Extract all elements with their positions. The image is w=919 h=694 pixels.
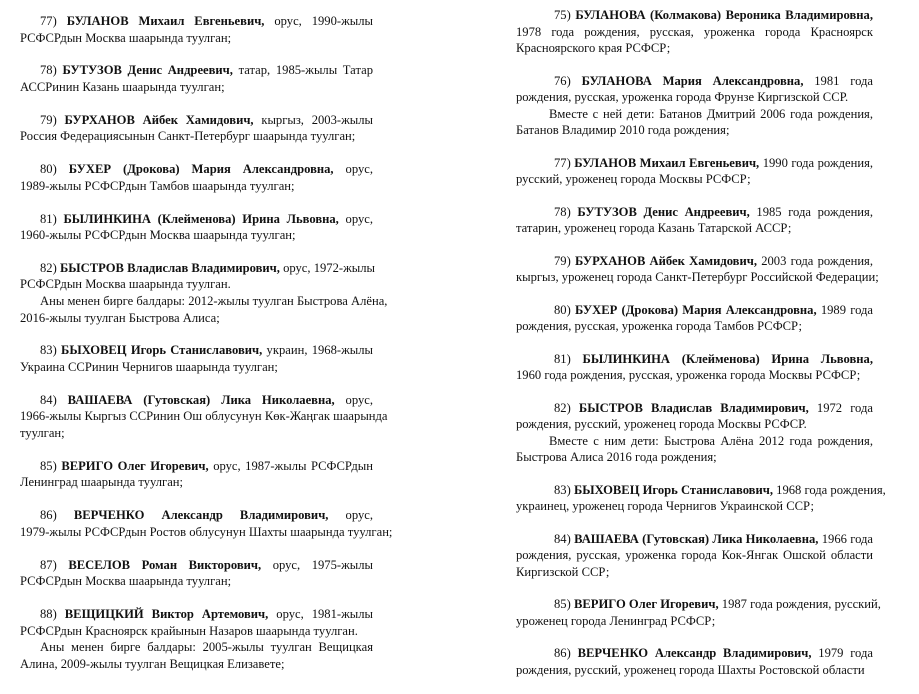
person-name: БУХЕР (Дрокова) Мария Александровна, — [68, 162, 334, 177]
entry-details: украин, 1968-жылы — [266, 343, 373, 358]
entry-details: татар, 1985-жылы Татар — [238, 63, 373, 78]
entry-detail-line: рождения, русская, уроженка города Кок-Янгак Ошской области — [516, 548, 873, 563]
entry-number: 77) — [40, 14, 57, 28]
right-column-russian — [516, 7, 886, 694]
entry-number: 85) — [40, 458, 57, 473]
entry-details: орус, 1975-жылы — [272, 557, 373, 572]
entry-first-line — [516, 531, 873, 548]
person-name: БУТУЗОВ Денис Андреевич, — [62, 63, 233, 78]
entry-first-line — [20, 62, 373, 79]
entry-number: 78) — [554, 204, 571, 219]
entry-details: 2003 года рождения, — [761, 253, 873, 268]
entry-detail-line: рождения, русская, уроженка города Тамбов РСФСР; — [516, 319, 803, 334]
entry-details: кыргыз, 2003-жылы — [261, 112, 373, 127]
list-entry — [20, 342, 373, 375]
entry-detail-line: рождения, русский, уроженец города Шахты Ростовской области — [516, 662, 865, 677]
entry-first-line — [516, 482, 886, 499]
entry-first-line — [516, 351, 873, 368]
person-name: БУРХАНОВ Айбек Хамидович, — [64, 112, 254, 127]
person-name: БУЛАНОВ Михаил Евгеньевич, — [66, 14, 265, 28]
person-name: ВЕРЧЕНКО Александр Владимирович, — [577, 646, 812, 661]
entry-number: 87) — [40, 557, 57, 572]
entry-number: 83) — [40, 343, 57, 358]
entry-details: 1987 года рождения, русский, — [721, 597, 881, 612]
list-entry — [516, 645, 873, 678]
entry-details: 1966 года — [821, 531, 874, 546]
entry-number: 82) — [40, 260, 57, 275]
entry-first-line — [20, 342, 373, 359]
entry-detail-line: русский, уроженец города Москвы РСФСР; — [516, 172, 751, 187]
entry-detail-line: РСФСРдын Красноярск крайынын Назаров шаарында туулган. — [20, 623, 358, 638]
list-entry — [516, 302, 873, 335]
entry-detail-line: РСФСРдын Москва шаарында туулган; — [20, 574, 232, 589]
entry-detail-line: Украина ССРинин Чернигов шаарында туулган; — [20, 360, 278, 375]
entry-detail-line: Ленинград шаарында туулган; — [20, 475, 184, 490]
list-entry — [20, 211, 373, 244]
children-note-line: 2016-жылы туулган Быстрова Алиса; — [20, 310, 220, 325]
list-entry — [516, 204, 873, 237]
entry-detail-line: рождения, русский, уроженец города Москвы РСФСР. — [516, 417, 807, 432]
entry-details: 1972 года — [816, 400, 873, 415]
entry-detail-line: уроженец города Ленинград РСФСР; — [516, 614, 716, 628]
entry-first-line — [516, 400, 873, 417]
entry-details: 1990 года рождения, — [762, 155, 874, 170]
children-note: Аны менен бирге балдары: 2005-жылы туулган Вещицкая — [40, 640, 373, 655]
entry-details: 1968 года рождения, — [776, 482, 886, 497]
entry-detail-line: 1960 года рождения, русская, уроженка города Москвы РСФСР; — [516, 368, 861, 383]
entry-detail-line: рождения, русская, уроженка города Фрунзе Киргизской ССР. — [516, 90, 849, 105]
left-column-kyrgyz — [20, 13, 393, 688]
entry-first-line — [20, 507, 373, 524]
entry-number: 81) — [40, 211, 57, 226]
entry-number: 81) — [554, 351, 571, 366]
entry-details: орус, — [345, 162, 374, 177]
entry-details: орус, — [345, 392, 374, 407]
entry-number: 86) — [40, 508, 57, 523]
person-name: БЫЛИНКИНА (Клейменова) Ирина Львовна, — [63, 211, 339, 226]
children-note-line: Быстрова Алиса 2016 года рождения; — [516, 450, 717, 465]
person-name: БУХЕР (Дрокова) Мария Александровна, — [575, 302, 817, 317]
entry-number: 75) — [554, 8, 571, 22]
entry-number: 82) — [554, 400, 571, 415]
person-name: БЫХОВЕЦ Игорь Станиславович, — [61, 343, 263, 358]
entry-first-line — [20, 161, 373, 178]
entry-number: 76) — [554, 73, 571, 88]
entry-detail-line: 1989-жылы РСФСРдын Тамбов шаарында туулган; — [20, 178, 295, 193]
children-note: Вместе с ним дети: Быстрова Алёна 2012 года рождения, — [549, 433, 873, 448]
person-name: ВЕРИГО Олег Игоревич, — [573, 597, 719, 612]
entry-number: 79) — [40, 112, 57, 127]
entry-first-line — [20, 211, 373, 228]
list-entry — [516, 253, 879, 286]
list-entry — [20, 13, 373, 46]
entry-detail-line: туулган; — [20, 426, 65, 440]
list-entry — [516, 482, 886, 515]
entry-first-line — [516, 7, 873, 24]
entry-first-line — [20, 260, 373, 277]
entry-first-line — [20, 112, 373, 129]
list-entry — [20, 112, 373, 145]
entry-first-line — [516, 73, 873, 90]
person-name: БЫХОВЕЦ Игорь Станиславович, — [573, 482, 773, 497]
entry-number: 79) — [554, 253, 571, 268]
person-name: ВАШАЕВА (Гутовская) Лика Николаевна, — [67, 392, 335, 407]
entry-detail-line: 1978 года рождения, русская, уроженка города Красноярск — [516, 24, 873, 39]
entry-detail-line: кыргыз, уроженец города Санкт-Петербург Российской Федерации; — [516, 270, 879, 285]
list-entry — [20, 557, 373, 590]
list-entry — [516, 155, 873, 188]
entry-number: 80) — [554, 302, 571, 317]
entry-number: 80) — [40, 162, 57, 177]
entry-detail-line: татарин, уроженец города Казань Татарской АССР; — [516, 221, 792, 236]
list-entry — [516, 531, 873, 581]
children-note: Аны менен бирге балдары: 2012-жылы туулган Быстрова Алёна, — [40, 294, 388, 309]
entry-details: орус, 1981-жылы — [276, 606, 373, 621]
entry-detail-line: РСФСРдын Москва шаарында туулган; — [20, 30, 232, 45]
entry-number: 84) — [554, 531, 571, 546]
entry-details: 1981 года — [814, 73, 873, 88]
entry-details: 1979 года — [818, 646, 873, 661]
list-entry — [20, 161, 373, 194]
entry-number: 85) — [554, 597, 571, 612]
person-name: БЫСТРОВ Владислав Владимирович, — [578, 400, 809, 415]
list-entry — [20, 62, 373, 95]
entry-first-line — [20, 606, 373, 623]
entry-detail-line: украинец, уроженец города Чернигов Украинской ССР; — [516, 499, 814, 514]
entry-detail-line: РСФСРдын Москва шаарында туулган. — [20, 277, 231, 292]
entry-number: 78) — [40, 63, 57, 78]
entry-first-line — [516, 253, 873, 270]
list-entry — [20, 392, 388, 442]
list-entry — [20, 260, 388, 326]
entry-details: 1985 года рождения, — [756, 204, 873, 219]
entry-number: 83) — [554, 482, 571, 497]
entry-first-line — [516, 645, 873, 662]
entry-detail-line: 1960-жылы РСФСРдын Москва шаарында туулган; — [20, 228, 296, 243]
children-note: Вместе с ней дети: Батанов Дмитрий 2006 года рождения, — [549, 106, 873, 121]
entry-number: 86) — [554, 646, 571, 661]
person-name: БУЛАНОВА (Колмакова) Вероника Владимировна, — [575, 8, 873, 22]
person-name: ВЕРИГО Олег Игоревич, — [61, 458, 209, 473]
entry-detail-line: Киргизской ССР; — [516, 565, 610, 580]
person-name: ВЕРЧЕНКО Александр Владимирович, — [73, 508, 329, 523]
entry-details: орус, 1987-жылы РСФСРдын — [213, 458, 374, 473]
entry-first-line — [516, 155, 873, 172]
entry-number: 88) — [40, 606, 57, 621]
list-entry — [20, 606, 373, 672]
entry-details: орус, — [345, 211, 373, 226]
list-entry — [516, 73, 873, 139]
list-entry — [516, 351, 873, 384]
entry-detail-line: 1979-жылы РСФСРдын Ростов облусунун Шахты шаарында туулган; — [20, 524, 393, 539]
person-name: БЫСТРОВ Владислав Владимирович, — [59, 260, 280, 275]
person-name: БЫЛИНКИНА (Клейменова) Ирина Львовна, — [582, 351, 873, 366]
entry-number: 84) — [40, 392, 57, 407]
children-note-line: Алина, 2009-жылы туулган Вещицкая Елизавете; — [20, 656, 285, 671]
entry-detail-line: АССРинин Казань шаарында туулган; — [20, 79, 225, 94]
person-name: БУРХАНОВ Айбек Хамидович, — [575, 253, 757, 268]
entry-first-line — [516, 596, 881, 613]
person-name: БУЛАНОВ Михаил Евгеньевич, — [574, 155, 760, 170]
entry-detail-line: Красноярского края РСФСР; — [516, 41, 671, 56]
list-entry — [516, 7, 873, 57]
entry-number: 77) — [554, 155, 571, 170]
list-entry — [516, 596, 881, 629]
list-entry — [20, 458, 373, 491]
entry-first-line — [20, 458, 373, 475]
person-name: БУЛАНОВА Мария Александровна, — [581, 73, 804, 88]
entry-details: орус, 1990-жылы — [274, 14, 373, 28]
person-name: ВЕСЕЛОВ Роман Викторович, — [68, 557, 262, 572]
list-entry — [20, 507, 393, 540]
entry-details: 1989 года — [820, 302, 873, 317]
entry-first-line — [20, 557, 373, 574]
person-name: ВАШАЕВА (Гутовская) Лика Николаевна, — [574, 531, 819, 546]
entry-detail-line: 1966-жылы Кыргыз ССРинин Ош облусунун Көк-Жаңгак шаарында — [20, 409, 388, 424]
entry-details: орус, — [345, 508, 373, 523]
entry-detail-line: Россия Федерациясынын Санкт-Петербург шаарында туулган; — [20, 129, 356, 144]
list-entry — [516, 400, 873, 466]
entry-first-line — [20, 392, 373, 409]
entry-first-line — [516, 302, 873, 319]
person-name: БУТУЗОВ Денис Андреевич, — [577, 204, 750, 219]
entry-first-line — [20, 13, 373, 30]
person-name: ВЕЩИЦКИЙ Виктор Артемович, — [64, 606, 269, 621]
entry-details: орус, 1972-жылы — [283, 260, 375, 275]
entry-first-line — [516, 204, 873, 221]
children-note-line: Батанов Владимир 2010 года рождения; — [516, 123, 730, 138]
